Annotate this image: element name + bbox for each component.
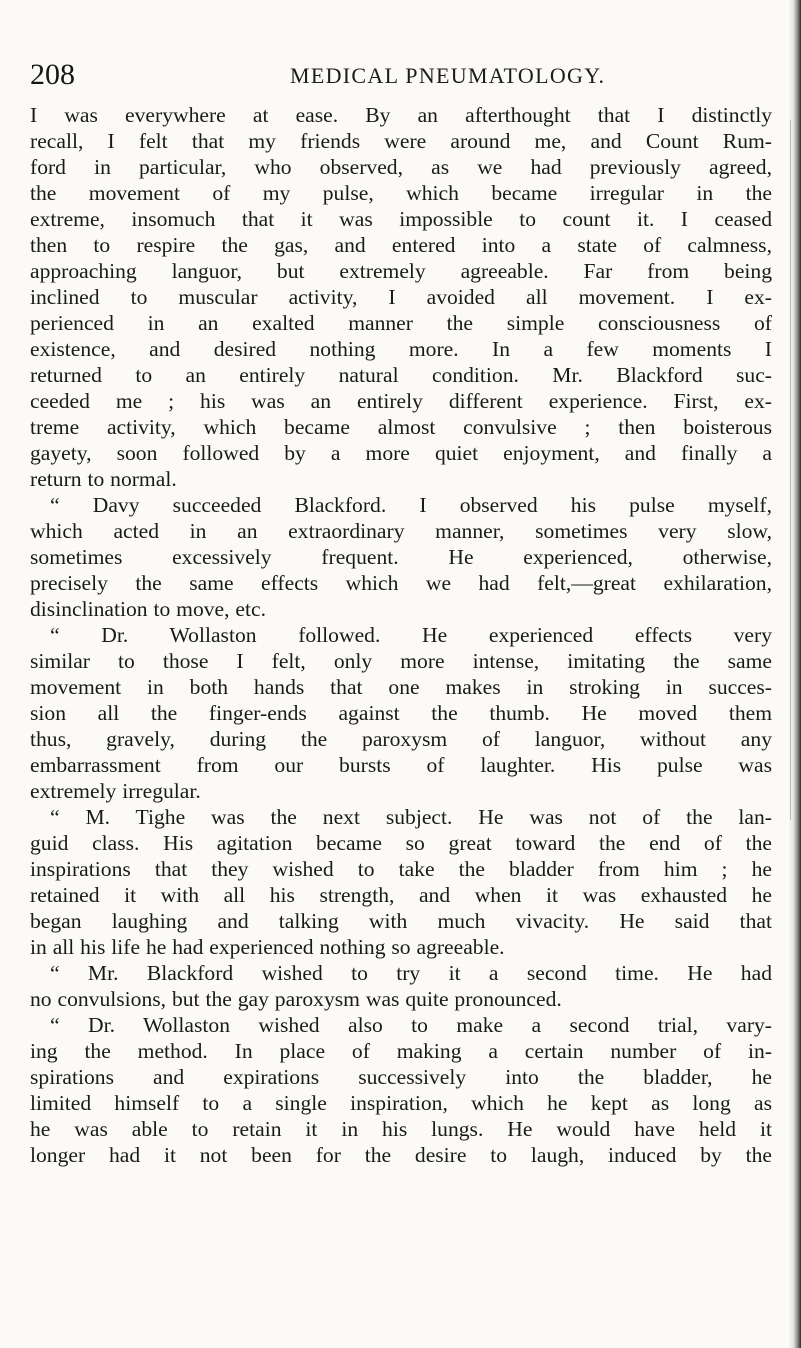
text-line: return to normal. [30, 467, 177, 491]
page-edge-shadow [787, 0, 801, 1348]
text-line: gayety, soon followed by a more quiet enjoyment, and finally a [30, 441, 772, 465]
text-line: he was able to retain it in his lungs. He would have held it [30, 1117, 772, 1141]
text-line: guid class. His agitation became so great toward the end of the [30, 831, 772, 855]
text-line: which acted in an extraordinary manner, sometimes very slow, [30, 519, 772, 543]
text-line: perienced in an exalted manner the simple consciousness of [30, 311, 772, 335]
text-line: spirations and expirations successively into the bladder, he [30, 1065, 772, 1089]
text-line: ing the method. In place of making a certain number of in- [30, 1039, 772, 1063]
running-title: MEDICAL PNEUMATOLOGY. [290, 63, 606, 88]
text-line: “ M. Tighe was the next subject. He was not of the lan- [50, 805, 772, 829]
running-head [30, 58, 786, 92]
body-text [30, 102, 772, 1168]
text-line: then to respire the gas, and entered into a state of calmness, [30, 233, 772, 257]
text-line: limited himself to a single inspiration, which he kept as long as [30, 1091, 772, 1115]
text-line: retained it with all his strength, and when it was exhausted he [30, 883, 772, 907]
text-line: inclined to muscular activity, I avoided all movement. I ex- [30, 285, 772, 309]
text-line: inspirations that they wished to take the bladder from him ; he [30, 857, 772, 881]
text-line: I was everywhere at ease. By an afterthought that I distinctly [30, 103, 772, 127]
text-line: approaching languor, but extremely agreeable. Far from being [30, 259, 772, 283]
text-line: began laughing and talking with much vivacity. He said that [30, 909, 772, 933]
text-line: similar to those I felt, only more intense, imitating the same [30, 649, 772, 673]
text-line: extreme, insomuch that it was impossible to count it. I ceased [30, 207, 772, 231]
text-line: disinclination to move, etc. [30, 597, 266, 621]
text-line: sometimes excessively frequent. He experienced, otherwise, [30, 545, 772, 569]
text-line: in all his life he had experienced nothing so agreeable. [30, 935, 505, 959]
text-line: existence, and desired nothing more. In a few moments I [30, 337, 772, 361]
text-line: precisely the same effects which we had felt,—great exhilaration, [30, 571, 772, 595]
text-line: “ Dr. Wollaston wished also to make a second trial, vary- [50, 1013, 772, 1037]
text-line: extremely irregular. [30, 779, 201, 803]
text-line: “ Davy succeeded Blackford. I observed his pulse myself, [50, 493, 772, 517]
page-number: 208 [30, 58, 75, 91]
text-line: “ Dr. Wollaston followed. He experienced effects very [50, 623, 772, 647]
text-line: treme activity, which became almost convulsive ; then boisterous [30, 415, 772, 439]
text-line: returned to an entirely natural condition. Mr. Blackford suc- [30, 363, 772, 387]
text-line: sion all the finger-ends against the thumb. He moved them [30, 701, 772, 725]
text-line: longer had it not been for the desire to laugh, induced by the [30, 1143, 772, 1167]
text-line: embarrassment from our bursts of laughter. His pulse was [30, 753, 772, 777]
text-line: the movement of my pulse, which became irregular in the [30, 181, 772, 205]
text-line: no convulsions, but the gay paroxysm was quite pronounced. [30, 987, 562, 1011]
text-line: movement in both hands that one makes in stroking in succes- [30, 675, 772, 699]
text-line: recall, I felt that my friends were around me, and Count Rum- [30, 129, 772, 153]
text-line: “ Mr. Blackford wished to try it a second time. He had [50, 961, 772, 985]
text-line: thus, gravely, during the paroxysm of languor, without any [30, 727, 772, 751]
text-line: ceeded me ; his was an entirely different experience. First, ex- [30, 389, 772, 413]
text-line: ford in particular, who observed, as we had previously agreed, [30, 155, 772, 179]
